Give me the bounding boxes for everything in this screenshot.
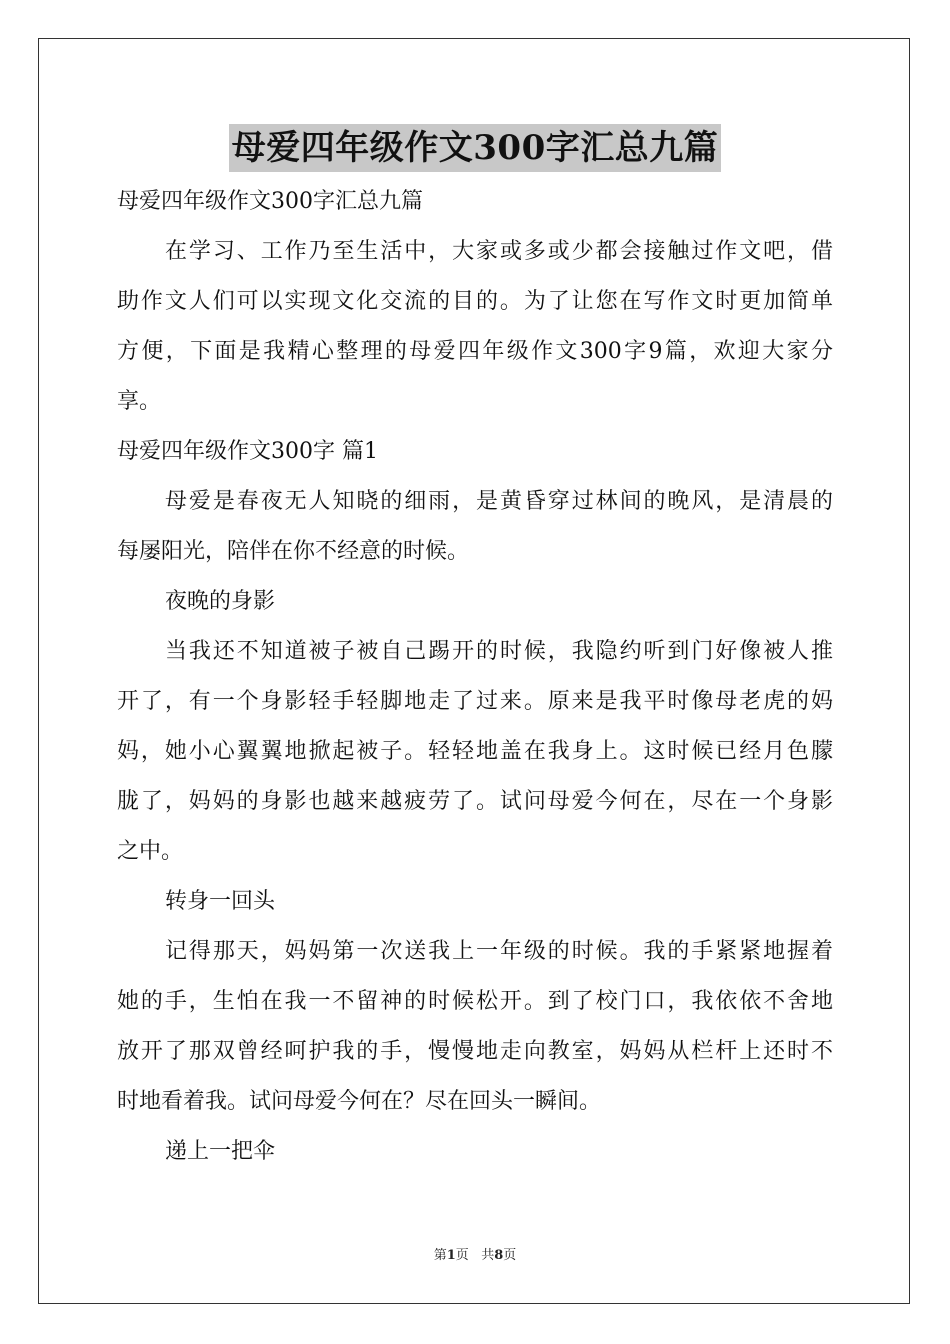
text-line: 夜晚的身影 <box>165 589 276 614</box>
footer-total-prefix: 共 <box>481 1248 495 1263</box>
text-line: 每屡阳光，陪伴在你不经意的时候。 <box>117 539 470 564</box>
text-line: 放开了那双曾经呵护我的手，慢慢地走向教室，妈妈从栏杆上还时不 <box>117 1039 833 1064</box>
text-line: 母爱四年级作文300字汇总九篇 <box>117 189 423 214</box>
text-line: 她的手，生怕在我一不留神的时候松开。到了校门口，我依依不舍地 <box>117 989 833 1014</box>
text-line: 胧了，妈妈的身影也越来越疲劳了。试问母爱今何在，尽在一个身影 <box>117 789 833 814</box>
text-line: 享。 <box>117 389 162 414</box>
text-line: 当我还不知道被子被自己踢开的时候，我隐约听到门好像被人推 <box>165 639 833 664</box>
text-line: 时地看着我。试问母爱今何在？尽在回头一瞬间。 <box>117 1089 602 1114</box>
text-line: 妈，她小心翼翼地掀起被子。轻轻地盖在我身上。这时候已经月色朦 <box>117 739 833 764</box>
footer-page-prefix: 第 <box>433 1248 447 1263</box>
document-body <box>117 177 833 1177</box>
title-container <box>0 124 950 172</box>
footer-page-number: 1 <box>446 1248 456 1263</box>
text-line: 母爱四年级作文300字 篇1 <box>117 439 378 464</box>
text-line: 转身一回头 <box>165 889 276 914</box>
footer-total-suffix: 页 <box>503 1248 517 1263</box>
document-title: 母爱四年级作文300字汇总九篇 <box>229 124 721 172</box>
text-line: 方便，下面是我精心整理的母爱四年级作文300字9篇，欢迎大家分 <box>117 339 833 364</box>
text-line: 之中。 <box>117 839 184 864</box>
footer-page-suffix: 页 <box>455 1248 469 1263</box>
page-footer <box>0 1246 950 1266</box>
text-line: 记得那天，妈妈第一次送我上一年级的时候。我的手紧紧地握着 <box>165 939 833 964</box>
text-line: 母爱是春夜无人知晓的细雨，是黄昏穿过林间的晚风，是清晨的 <box>165 489 833 514</box>
footer-total-pages: 8 <box>494 1248 504 1263</box>
text-line: 助作文人们可以实现文化交流的目的。为了让您在写作文时更加简单 <box>117 289 833 314</box>
text-line: 递上一把伞 <box>165 1139 276 1164</box>
text-line: 开了，有一个身影轻手轻脚地走了过来。原来是我平时像母老虎的妈 <box>117 689 833 714</box>
text-line: 在学习、工作乃至生活中，大家或多或少都会接触过作文吧，借 <box>165 239 833 264</box>
